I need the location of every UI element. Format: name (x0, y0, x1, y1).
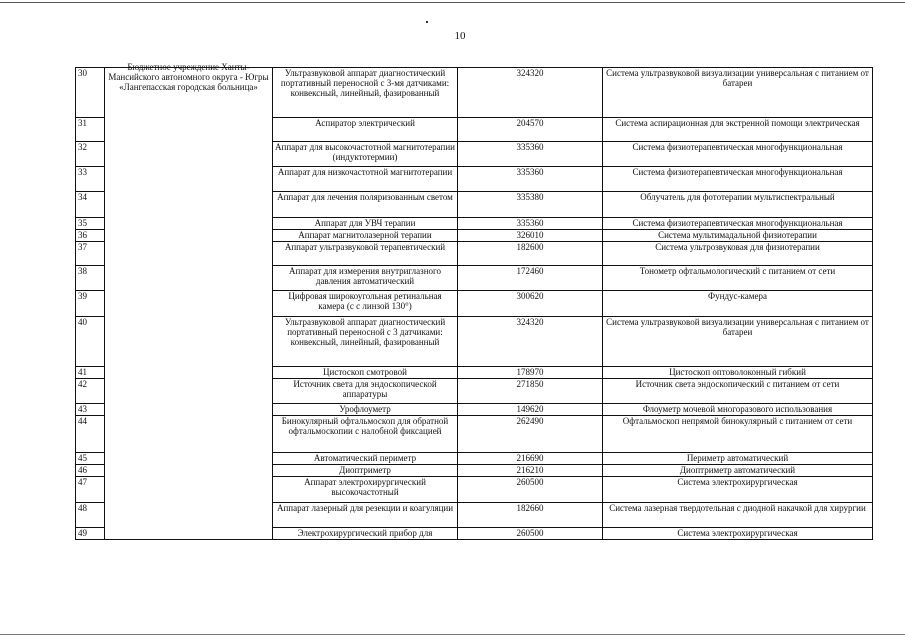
equipment-code: 300620 (458, 291, 603, 317)
equipment-code: 335360 (458, 142, 603, 167)
scan-bottom-edge (0, 634, 905, 635)
equipment-name: Аппарат для высокочастотной магнитотерапии (индуктотермии) (273, 142, 458, 167)
equipment-type: Система физиотерапевтическая многофункциональная (603, 218, 873, 230)
equipment-code: 335380 (458, 192, 603, 218)
equipment-type: Система ультразвуковой визуализации универсальная с питанием от батареи (603, 68, 873, 118)
equipment-type: Система аспирационная для экстренной помощи электрическая (603, 118, 873, 142)
equipment-name: Цифровая широкоугольная ретинальная камера (с с линзой 130°) (273, 291, 458, 317)
organization-cell (105, 62, 273, 540)
equipment-type: Система мультимадальной физиотерапии (603, 230, 873, 242)
equipment-name: Диоптриметр (273, 465, 458, 477)
equipment-code: 178970 (458, 367, 603, 379)
row-number: 47 (76, 477, 105, 503)
equipment-name: Ультразвуковой аппарат диагностический портативный переносной с 3-мя датчиками: конвексный, линейный, фазированный (273, 68, 458, 118)
equipment-type: Цистоскоп оптоволоконный гибкий (603, 367, 873, 379)
equipment-name: Аппарат магнитолазерной терапии (273, 230, 458, 242)
equipment-name: Ультразвуковой аппарат диагностический портативный переносной с 3 датчиками: конвексный, линейный, фазированный (273, 317, 458, 367)
equipment-type: Фундус-камера (603, 291, 873, 317)
equipment-code: 324320 (458, 68, 603, 118)
row-number: 31 (76, 118, 105, 142)
equipment-name: Урофлоуметр (273, 404, 458, 416)
row-number: 35 (76, 218, 105, 230)
row-number: 30 (76, 68, 105, 118)
page-number: 10 (454, 30, 466, 42)
equipment-code: 182600 (458, 242, 603, 266)
table-row (76, 68, 873, 118)
equipment-code: 172460 (458, 266, 603, 291)
equipment-type: Флоуметр мочевой многоразового использования (603, 404, 873, 416)
equipment-type: Система ультрозвуковая для физиотерапии (603, 242, 873, 266)
equipment-name: Аппарат ультразвуковой терапевтический (273, 242, 458, 266)
row-number: 40 (76, 317, 105, 367)
equipment-code: 182660 (458, 503, 603, 528)
equipment-code: 260500 (458, 477, 603, 503)
equipment-name: Автоматический периметр (273, 453, 458, 465)
equipment-name: Цистоскоп смотровой (273, 367, 458, 379)
row-number: 45 (76, 453, 105, 465)
equipment-table (75, 62, 873, 540)
equipment-type: Источник света эндоскопический с питанием от сети (603, 379, 873, 404)
row-number: 33 (76, 167, 105, 192)
row-number: 34 (76, 192, 105, 218)
equipment-type: Диоптриметр автоматический (603, 465, 873, 477)
equipment-name: Аппарат для УВЧ терапии (273, 218, 458, 230)
equipment-type: Система лазерная твердотельная с диодной накачкой для хирургии (603, 503, 873, 528)
row-number: 39 (76, 291, 105, 317)
row-number: 42 (76, 379, 105, 404)
equipment-type: Система ультразвуковой визуализации универсальная с питанием от батареи (603, 317, 873, 367)
equipment-type: Система физиотерапевтическая многофункциональная (603, 142, 873, 167)
row-number: 44 (76, 416, 105, 453)
row-number: 37 (76, 242, 105, 266)
row-number: 49 (76, 528, 105, 540)
equipment-name: Аппарат для измерения внутриглазного давления автоматический (273, 266, 458, 291)
equipment-type: Офтальмоскоп непрямой бинокулярный с питанием от сети (603, 416, 873, 453)
equipment-code: 326010 (458, 230, 603, 242)
equipment-code: 324320 (458, 317, 603, 367)
row-number: 48 (76, 503, 105, 528)
equipment-type: Периметр автоматический (603, 453, 873, 465)
row-number: 36 (76, 230, 105, 242)
equipment-name: Бинокулярный офтальмоскоп для обратной офтальмоскопии с налобной фиксацией (273, 416, 458, 453)
row-number: 41 (76, 367, 105, 379)
equipment-type: Система физиотерапевтическая многофункциональная (603, 167, 873, 192)
row-number: 32 (76, 142, 105, 167)
equipment-code: 216210 (458, 465, 603, 477)
equipment-type: Облучатель для фототерапии мультиспектральный (603, 192, 873, 218)
equipment-code: 271850 (458, 379, 603, 404)
equipment-name: Аспиратор электрический (273, 118, 458, 142)
equipment-name: Аппарат лазерный для резекции и коагуляции (273, 503, 458, 528)
equipment-name: Электрохирургический прибор для (273, 528, 458, 540)
scan-top-edge (0, 2, 905, 3)
equipment-type: Система электрохирургическая (603, 477, 873, 503)
equipment-code: 149620 (458, 404, 603, 416)
equipment-name: Источник света для эндоскопической аппаратуры (273, 379, 458, 404)
equipment-code: 335360 (458, 218, 603, 230)
equipment-name: Аппарат для лечения поляризованным светом (273, 192, 458, 218)
scan-speck (426, 21, 428, 23)
organization-name: Бюджетное учреждение Ханты-Мансийского автономного округа - Югры «Лангепасская городская больница» (108, 62, 269, 92)
equipment-code: 335360 (458, 167, 603, 192)
equipment-type: Система электрохирургическая (603, 528, 873, 540)
equipment-name: Аппарат для низкочастотной магнитотерапии (273, 167, 458, 192)
equipment-code: 260500 (458, 528, 603, 540)
equipment-code: 216690 (458, 453, 603, 465)
row-number: 43 (76, 404, 105, 416)
row-number: 46 (76, 465, 105, 477)
equipment-type: Тонометр офтальмологический с питанием от сети (603, 266, 873, 291)
equipment-code: 204570 (458, 118, 603, 142)
equipment-code: 262490 (458, 416, 603, 453)
equipment-name: Аппарат электрохирургический высокочастотный (273, 477, 458, 503)
row-number: 38 (76, 266, 105, 291)
